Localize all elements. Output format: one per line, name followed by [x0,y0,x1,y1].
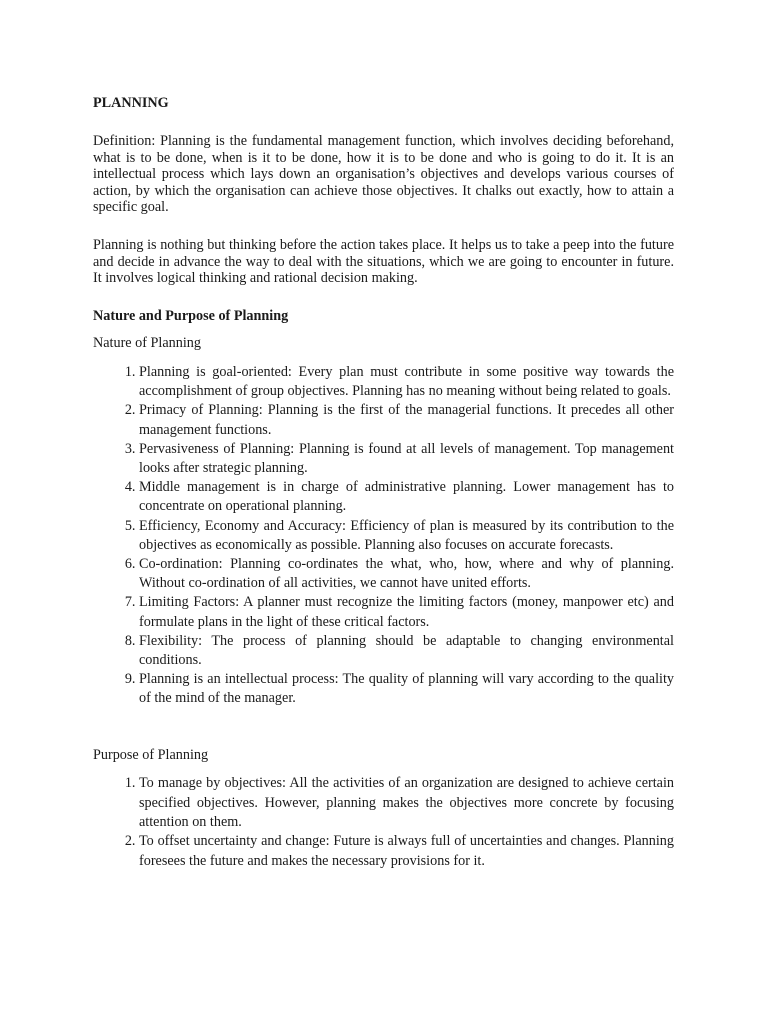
intro-paragraph: Planning is nothing but thinking before the action takes place. It helps us to take a peep into the future and decide in advance the way to deal with the situations, which we are going to encounter in future. It involves logical thinking and rational decision making. [93,236,674,287]
list-item: 2. To offset uncertainty and change: Future is always full of uncertainties and changes. Planning foresees the future and makes the necessary provisions for it. [139,832,674,871]
definition-paragraph: Definition: Planning is the fundamental management function, which involves deciding beforehand, what is to be done, when is it to be done, how it is to be done and who is going to do it. It is an intellectual process which lays down an organisation’s objectives and develops various courses of action, by which the organisation can achieve those objectives. It chalks out exactly, how to attain a specific goal. [93,133,674,216]
document-page [93,95,674,871]
nature-list [93,363,674,709]
list-item: 8. Flexibility: The process of planning should be adaptable to changing environmental conditions. [139,632,674,670]
list-item: 7. Limiting Factors: A planner must recognize the limiting factors (money, manpower etc) and formulate plans in the light of these critical factors. [139,593,674,631]
list-item: 3. Pervasiveness of Planning: Planning is found at all levels of management. Top management looks after strategic planning. [139,440,674,478]
spacer [93,709,674,747]
list-item: 1. To manage by objectives: All the activities of an organization are designed to achieve certain specified objectives. However, planning makes the objectives more concrete by focusing attention on them. [139,774,674,832]
page-title: PLANNING [93,95,169,111]
list-item: 6. Co-ordination: Planning co-ordinates the what, who, how, where and why of planning. Without co-ordination of all activities, we cannot have united efforts. [139,555,674,593]
purpose-list [93,774,674,871]
list-item: 5. Efficiency, Economy and Accuracy: Efficiency of plan is measured by its contribution to the objectives as economically as possible. Planning also focuses on accurate forecasts. [139,517,674,555]
nature-heading: Nature of Planning [93,335,201,352]
list-item: 2. Primacy of Planning: Planning is the first of the managerial functions. It precedes all other management functions. [139,401,674,439]
list-item: 4. Middle management is in charge of administrative planning. Lower management has to concentrate on operational planning. [139,478,674,516]
list-item: 1. Planning is goal-oriented: Every plan must contribute in some positive way towards the accomplishment of group objectives. Planning has no meaning without being related to goals. [139,363,674,401]
list-item: 9. Planning is an intellectual process: The quality of planning will vary according to the quality of the mind of the manager. [139,670,674,708]
section-heading: Nature and Purpose of Planning [93,307,289,324]
purpose-heading: Purpose of Planning [93,746,209,763]
